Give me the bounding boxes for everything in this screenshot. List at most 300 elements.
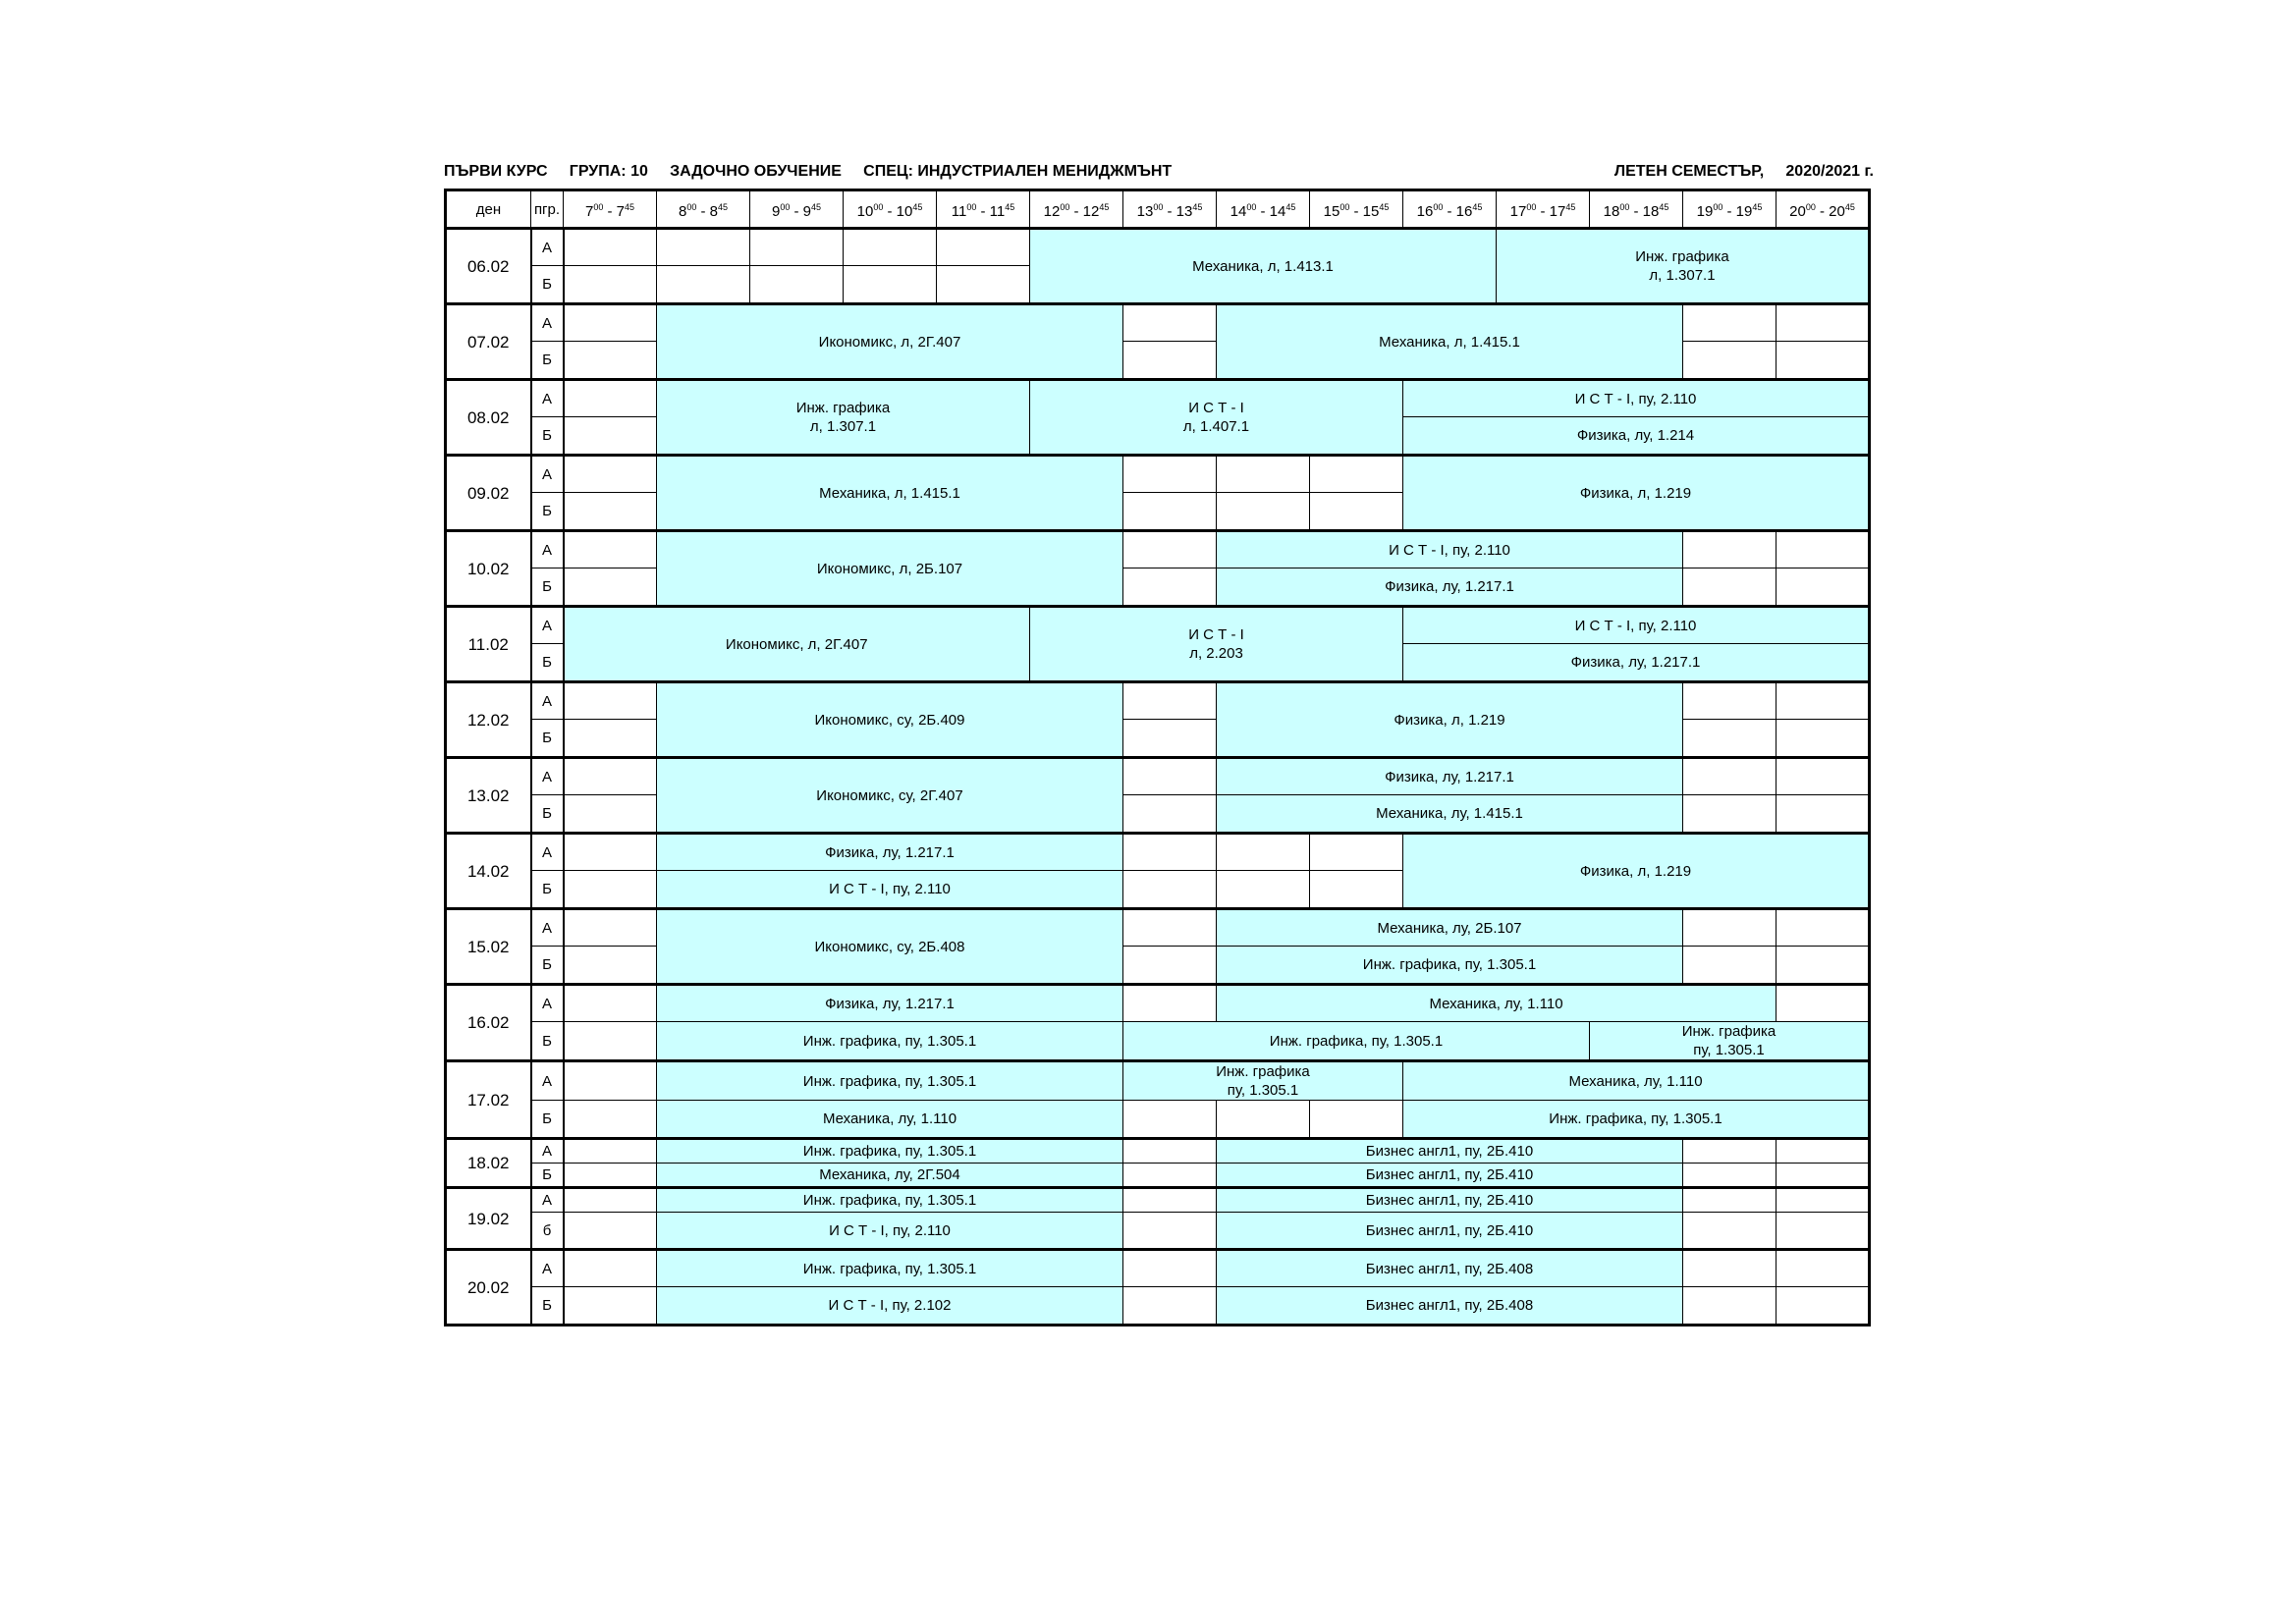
slot-start-hour: 17 [1509, 202, 1527, 220]
class-cell [657, 871, 1123, 909]
class-label: Механика, лу, 2Г.504 [819, 1166, 960, 1183]
empty-slot [1683, 1287, 1777, 1326]
time-slot-header: $14^{00} - 14^{45}$ [1217, 190, 1310, 229]
class-label: Физика, лу, 1.217.1 [1570, 654, 1701, 671]
subgroup-label: Б [531, 871, 564, 909]
slot-end-minutes: 45 [1285, 201, 1296, 212]
slot-start-hour: 14 [1230, 202, 1247, 220]
empty-slot [1777, 342, 1870, 380]
subgroup-label: Б [531, 1164, 564, 1188]
class-cell [1403, 607, 1870, 644]
empty-slot [1777, 795, 1870, 834]
empty-slot [1777, 985, 1870, 1022]
schedule-body [446, 229, 1870, 1326]
class-cell [1217, 985, 1777, 1022]
slot-start-hour: 11 [951, 202, 967, 220]
class-label: И С Т - I л, 1.407.1 [1182, 400, 1250, 435]
class-label: Икономикс, л, 2Б.107 [816, 560, 963, 577]
empty-slot [1123, 1139, 1217, 1164]
slot-end-minutes: 45 [1472, 201, 1483, 212]
class-cell [657, 1164, 1123, 1188]
class-cell [1217, 1188, 1683, 1213]
empty-slot [1310, 834, 1403, 871]
class-cell [657, 1061, 1123, 1101]
empty-slot [564, 380, 657, 417]
class-label: Инж. графика, пу, 1.305.1 [802, 1192, 977, 1209]
slot-end-minutes: 45 [1659, 201, 1669, 212]
slot-start-minutes: 00 [1619, 201, 1630, 212]
class-label: И С Т - I, пу, 2.110 [1574, 390, 1697, 407]
slot-end-minutes: 45 [1565, 201, 1576, 212]
day-date: 10.02 [446, 531, 531, 607]
empty-slot [1123, 456, 1217, 493]
empty-slot [564, 456, 657, 493]
class-cell [657, 1022, 1123, 1061]
empty-slot [657, 229, 750, 266]
class-cell [1590, 1022, 1870, 1061]
class-cell [657, 985, 1123, 1022]
empty-slot [657, 266, 750, 304]
schedule-row [446, 380, 1870, 417]
empty-slot [1683, 795, 1777, 834]
slot-start-minutes: 00 [1060, 201, 1070, 212]
class-cell [1030, 229, 1497, 304]
empty-slot [1683, 947, 1777, 985]
class-cell [1123, 1061, 1403, 1101]
empty-slot [1683, 720, 1777, 758]
class-label: Инж. графика, пу, 1.305.1 [802, 1260, 977, 1277]
empty-slot [564, 1213, 657, 1250]
empty-slot [564, 720, 657, 758]
class-cell [1030, 607, 1403, 682]
class-label: Инж. графика пу, 1.305.1 [1216, 1063, 1310, 1099]
time-slot-header: $12^{00} - 12^{45}$ [1030, 190, 1123, 229]
time-slot-header: $16^{00} - 16^{45}$ [1403, 190, 1497, 229]
course-info: ПЪРВИ КУРС ГРУПА: 10 ЗАДОЧНО ОБУЧЕНИЕ СПЕЦ: ИНДУСТРИАЛЕН МЕНИДЖМЪНТ [444, 163, 1173, 180]
class-label: Механика, лу, 1.110 [1568, 1072, 1703, 1090]
slot-end-minutes: 45 [1005, 201, 1015, 212]
slot-end-minutes: 45 [1192, 201, 1203, 212]
slot-start-hour: 15 [1323, 202, 1340, 220]
class-label: И С Т - I, пу, 2.110 [1389, 541, 1510, 559]
class-cell [657, 531, 1123, 607]
day-date: 19.02 [446, 1188, 531, 1250]
subgroup-label: Б [531, 568, 564, 607]
class-cell [1403, 834, 1870, 909]
schedule-row [446, 1022, 1870, 1061]
empty-slot [564, 266, 657, 304]
slot-start-minutes: 00 [873, 201, 884, 212]
class-cell [1123, 1022, 1590, 1061]
empty-slot [564, 909, 657, 947]
empty-slot [1683, 568, 1777, 607]
slot-end-minutes: 45 [912, 201, 923, 212]
empty-slot [1123, 758, 1217, 795]
empty-slot [1683, 304, 1777, 342]
slot-end-hour: 14 [1269, 202, 1286, 220]
empty-slot [1217, 456, 1310, 493]
subgroup-label: б [531, 1213, 564, 1250]
slot-start-hour: 9 [771, 202, 781, 220]
class-cell [657, 1287, 1123, 1326]
class-cell [1030, 380, 1403, 456]
subgroup-label: А [531, 1061, 564, 1101]
class-cell [1497, 229, 1870, 304]
day-date: 14.02 [446, 834, 531, 909]
class-cell [1403, 380, 1870, 417]
class-cell [657, 682, 1123, 758]
schedule-row [446, 1101, 1870, 1139]
schedule-row [446, 607, 1870, 644]
class-cell [1403, 417, 1870, 456]
slot-start-hour: 18 [1603, 202, 1620, 220]
empty-slot [1123, 531, 1217, 568]
class-label: Механика, л, 1.413.1 [1192, 257, 1334, 275]
class-label: Икономикс, су, 2Б.409 [814, 711, 965, 729]
empty-slot [1123, 342, 1217, 380]
time-slot-header: $9^{00} - 9^{45}$ [750, 190, 844, 229]
slot-start-hour: 13 [1136, 202, 1154, 220]
slot-start-minutes: 00 [1713, 201, 1723, 212]
empty-slot [1777, 1139, 1870, 1164]
class-label: Инж. графика пу, 1.305.1 [1681, 1023, 1777, 1058]
slot-end-hour: 20 [1829, 202, 1845, 220]
class-label: И С Т - I, пу, 2.110 [829, 881, 951, 897]
slot-start-minutes: 00 [1153, 201, 1164, 212]
schedule-row [446, 1287, 1870, 1326]
schedule-row [446, 531, 1870, 568]
class-cell [657, 1139, 1123, 1164]
class-label: Механика, лу, 1.110 [822, 1110, 957, 1127]
schedule-row [446, 1250, 1870, 1287]
subgroup-label: А [531, 1250, 564, 1287]
empty-slot [1777, 1164, 1870, 1188]
empty-slot [1310, 871, 1403, 909]
empty-slot [1777, 1213, 1870, 1250]
subgroup-label: Б [531, 644, 564, 682]
empty-slot [564, 795, 657, 834]
empty-slot [937, 229, 1030, 266]
class-label: Инж. графика, пу, 1.305.1 [802, 1072, 977, 1090]
empty-slot [564, 531, 657, 568]
empty-slot [937, 266, 1030, 304]
class-label: Физика, лу, 1.217.1 [1385, 768, 1514, 785]
day-date: 18.02 [446, 1139, 531, 1188]
class-cell [1217, 909, 1683, 947]
day-date: 15.02 [446, 909, 531, 985]
time-slot-header: $15^{00} - 15^{45}$ [1310, 190, 1403, 229]
subgroup-label: Б [531, 795, 564, 834]
class-label: Инж. графика, пу, 1.305.1 [1362, 956, 1537, 973]
empty-slot [844, 229, 937, 266]
slot-end-hour: 8 [709, 202, 719, 220]
slot-end-hour: 13 [1175, 202, 1193, 220]
subgroup-label: А [531, 229, 564, 266]
class-cell [1217, 1164, 1683, 1188]
day-date: 08.02 [446, 380, 531, 456]
empty-slot [564, 417, 657, 456]
class-cell [1217, 1139, 1683, 1164]
class-label: Физика, лу, 1.217.1 [1385, 578, 1514, 595]
slot-start-minutes: 00 [966, 201, 977, 212]
semester-info: ЛЕТЕН СЕМЕСТЪР, 2020/2021 г. [1613, 163, 1874, 180]
subgroup-label: А [531, 531, 564, 568]
time-slot-header: $17^{00} - 17^{45}$ [1497, 190, 1590, 229]
slot-start-hour: 20 [1789, 202, 1806, 220]
empty-slot [564, 1188, 657, 1213]
empty-slot [564, 682, 657, 720]
class-cell [657, 304, 1123, 380]
class-label: Физика, лу, 1.217.1 [825, 843, 955, 861]
empty-slot [844, 266, 937, 304]
class-cell [657, 380, 1030, 456]
empty-slot [564, 871, 657, 909]
empty-slot [1683, 342, 1777, 380]
slot-start-minutes: 00 [593, 201, 604, 212]
schedule-row [446, 456, 1870, 493]
class-label: Икономикс, су, 2Б.408 [814, 938, 965, 955]
empty-slot [564, 758, 657, 795]
time-slot-header: $10^{00} - 10^{45}$ [844, 190, 937, 229]
day-date: 06.02 [446, 229, 531, 304]
empty-slot [1777, 947, 1870, 985]
class-label: И С Т - I л, 2.203 [1188, 626, 1244, 662]
subgroup-column-header: пгр. [531, 190, 564, 229]
empty-slot [1310, 493, 1403, 531]
empty-slot [1123, 1287, 1217, 1326]
subgroup-label: А [531, 985, 564, 1022]
class-label: Бизнес англ1, пу, 2Б.410 [1365, 1221, 1534, 1239]
subgroup-label: А [531, 682, 564, 720]
day-date: 17.02 [446, 1061, 531, 1139]
empty-slot [1777, 568, 1870, 607]
day-column-header: ден [446, 190, 531, 229]
schedule-row [446, 1139, 1870, 1164]
empty-slot [564, 1101, 657, 1139]
empty-slot [1217, 871, 1310, 909]
schedule-row [446, 1061, 1870, 1101]
class-label: Физика, лу, 1.217.1 [825, 995, 955, 1012]
class-cell [657, 834, 1123, 871]
class-label: Бизнес англ1, пу, 2Б.408 [1365, 1260, 1534, 1277]
class-label: Икономикс, л, 2Г.407 [818, 333, 961, 351]
slot-start-minutes: 00 [1433, 201, 1444, 212]
class-cell [657, 1188, 1123, 1213]
class-cell [1217, 795, 1683, 834]
empty-slot [564, 1022, 657, 1061]
class-cell [1217, 682, 1683, 758]
day-date: 09.02 [446, 456, 531, 531]
class-label: Икономикс, л, 2Г.407 [725, 635, 868, 653]
class-cell [1403, 1061, 1870, 1101]
empty-slot [1683, 1139, 1777, 1164]
slot-start-hour: 7 [584, 202, 594, 220]
slot-end-hour: 18 [1642, 202, 1660, 220]
class-label: Механика, л, 1.415.1 [819, 484, 960, 502]
empty-slot [564, 1061, 657, 1101]
class-label: И С Т - I, пу, 2.102 [828, 1297, 952, 1314]
empty-slot [1123, 795, 1217, 834]
slot-end-hour: 12 [1082, 202, 1100, 220]
empty-slot [564, 1164, 657, 1188]
slot-start-minutes: 00 [1526, 201, 1537, 212]
class-label: Инж. графика, пу, 1.305.1 [802, 1032, 977, 1050]
class-cell [1403, 1101, 1870, 1139]
time-slot-header: $11^{00} - 11^{45}$ [937, 190, 1030, 229]
class-label: Бизнес англ1, пу, 2Б.410 [1365, 1143, 1534, 1160]
class-label: Бизнес англ1, пу, 2Б.410 [1365, 1166, 1534, 1183]
empty-slot [1777, 758, 1870, 795]
class-cell [1403, 644, 1870, 682]
empty-slot [1217, 1101, 1310, 1139]
empty-slot [1777, 304, 1870, 342]
slot-start-minutes: 00 [686, 201, 697, 212]
schedule-row [446, 758, 1870, 795]
empty-slot [564, 1139, 657, 1164]
empty-slot [1777, 682, 1870, 720]
slot-start-hour: 10 [856, 202, 874, 220]
class-cell [1217, 568, 1683, 607]
subgroup-label: Б [531, 1022, 564, 1061]
empty-slot [1123, 834, 1217, 871]
empty-slot [564, 229, 657, 266]
empty-slot [1123, 985, 1217, 1022]
empty-slot [564, 834, 657, 871]
schedule-row [446, 985, 1870, 1022]
empty-slot [1683, 909, 1777, 947]
slot-end-minutes: 45 [811, 201, 822, 212]
slot-end-minutes: 45 [1844, 201, 1855, 212]
time-slot-header: $19^{00} - 19^{45}$ [1683, 190, 1777, 229]
empty-slot [564, 1287, 657, 1326]
empty-slot [1123, 682, 1217, 720]
slot-start-minutes: 00 [1246, 201, 1257, 212]
day-date: 16.02 [446, 985, 531, 1061]
empty-slot [1777, 531, 1870, 568]
empty-slot [1123, 947, 1217, 985]
class-label: Икономикс, су, 2Г.407 [816, 786, 963, 804]
class-label: Бизнес англ1, пу, 2Б.410 [1365, 1192, 1534, 1209]
slot-start-hour: 16 [1416, 202, 1434, 220]
slot-end-hour: 15 [1362, 202, 1380, 220]
class-cell [1217, 1250, 1683, 1287]
subgroup-label: А [531, 909, 564, 947]
empty-slot [1123, 1164, 1217, 1188]
subgroup-label: А [531, 607, 564, 644]
class-label: Механика, л, 1.415.1 [1379, 333, 1520, 351]
subgroup-label: Б [531, 417, 564, 456]
subgroup-label: Б [531, 947, 564, 985]
class-label: Физика, л, 1.219 [1394, 711, 1505, 729]
subgroup-label: Б [531, 1287, 564, 1326]
slot-end-minutes: 45 [1379, 201, 1390, 212]
subgroup-label: Б [531, 266, 564, 304]
document-header [444, 163, 1874, 187]
class-cell [657, 758, 1123, 834]
slot-start-hour: 12 [1043, 202, 1061, 220]
empty-slot [1123, 1213, 1217, 1250]
slot-end-hour: 11 [989, 202, 1006, 220]
slot-end-hour: 9 [802, 202, 812, 220]
slot-end-hour: 10 [896, 202, 913, 220]
empty-slot [1217, 834, 1310, 871]
day-date: 11.02 [446, 607, 531, 682]
subgroup-label: А [531, 380, 564, 417]
class-label: Механика, лу, 1.415.1 [1376, 805, 1523, 822]
empty-slot [564, 947, 657, 985]
time-slot-header: $20^{00} - 20^{45}$ [1777, 190, 1870, 229]
time-header-row [446, 190, 1870, 229]
class-label: Бизнес англ1, пу, 2Б.408 [1365, 1297, 1534, 1314]
empty-slot [1123, 1250, 1217, 1287]
class-label: И С Т - I, пу, 2.110 [829, 1221, 951, 1239]
subgroup-label: А [531, 834, 564, 871]
empty-slot [564, 1250, 657, 1287]
empty-slot [564, 304, 657, 342]
empty-slot [1777, 909, 1870, 947]
schedule-row [446, 834, 1870, 871]
subgroup-label: А [531, 304, 564, 342]
schedule-row [446, 1213, 1870, 1250]
empty-slot [1217, 493, 1310, 531]
day-date: 12.02 [446, 682, 531, 758]
empty-slot [1123, 871, 1217, 909]
empty-slot [1683, 682, 1777, 720]
slot-end-minutes: 45 [718, 201, 729, 212]
subgroup-label: Б [531, 1101, 564, 1139]
schedule-row [446, 1164, 1870, 1188]
class-label: Инж. графика л, 1.307.1 [795, 400, 891, 435]
class-cell [657, 1250, 1123, 1287]
empty-slot [1123, 909, 1217, 947]
class-cell [1403, 456, 1870, 531]
empty-slot [1123, 568, 1217, 607]
empty-slot [1123, 493, 1217, 531]
subgroup-label: А [531, 758, 564, 795]
class-cell [1217, 1287, 1683, 1326]
class-label: Инж. графика, пу, 1.305.1 [802, 1143, 977, 1160]
class-label: Инж. графика, пу, 1.305.1 [1269, 1032, 1444, 1050]
empty-slot [1683, 1213, 1777, 1250]
empty-slot [564, 342, 657, 380]
empty-slot [564, 568, 657, 607]
class-label: Инж. графика л, 1.307.1 [1635, 248, 1729, 284]
class-label: Физика, л, 1.219 [1579, 484, 1692, 502]
empty-slot [1123, 1188, 1217, 1213]
time-slot-header: $18^{00} - 18^{45}$ [1590, 190, 1683, 229]
slot-end-hour: 16 [1455, 202, 1473, 220]
subgroup-label: Б [531, 342, 564, 380]
slot-end-hour: 7 [616, 202, 626, 220]
class-label: Механика, лу, 2Б.107 [1377, 919, 1522, 937]
class-cell [1217, 758, 1683, 795]
subgroup-label: Б [531, 493, 564, 531]
time-slot-header: $7^{00} - 7^{45}$ [564, 190, 657, 229]
slot-end-minutes: 45 [625, 201, 635, 212]
empty-slot [1683, 531, 1777, 568]
subgroup-label: А [531, 456, 564, 493]
slot-end-minutes: 45 [1752, 201, 1763, 212]
slot-end-minutes: 45 [1099, 201, 1110, 212]
class-cell [1217, 947, 1683, 985]
slot-end-hour: 17 [1549, 202, 1566, 220]
day-date: 20.02 [446, 1250, 531, 1326]
class-label: Физика, л, 1.219 [1579, 862, 1692, 880]
schedule-row [446, 909, 1870, 947]
class-cell [657, 456, 1123, 531]
schedule-row [446, 682, 1870, 720]
schedule-table [444, 189, 1871, 1326]
